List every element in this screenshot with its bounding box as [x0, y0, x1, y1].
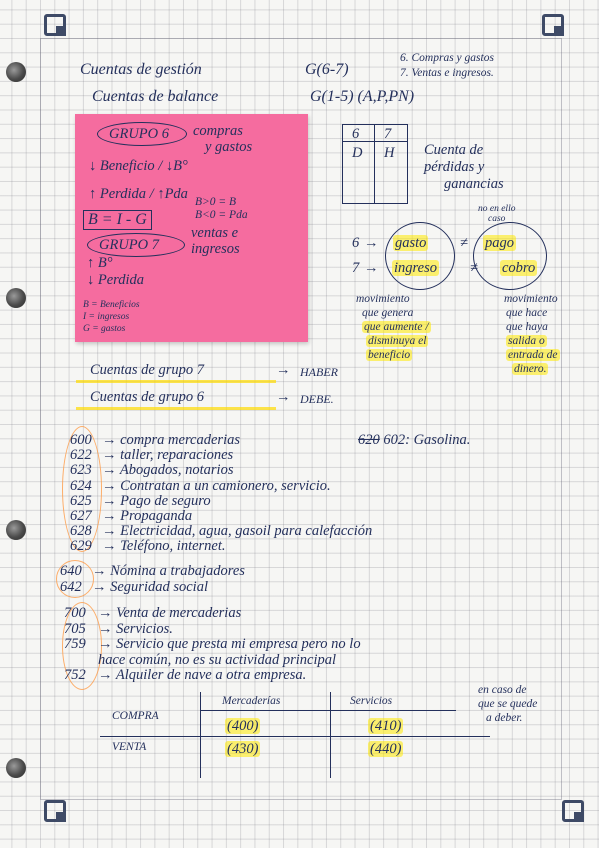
binder-hole — [6, 520, 26, 540]
header-line2-code: G(1-5) (A,P,PN) — [310, 88, 415, 105]
right-note-1: movimiento — [504, 293, 558, 305]
account-code: 640 — [60, 563, 82, 579]
arrow-icon: → — [102, 508, 121, 524]
account-description — [102, 478, 331, 494]
account-code: 705 — [64, 620, 86, 637]
account-description-text: compra mercaderias — [120, 432, 240, 448]
account-description — [102, 462, 233, 478]
left-note-4: disminuya el — [368, 335, 427, 347]
account-description — [92, 563, 245, 579]
row6-number: 6 — [352, 235, 360, 251]
account-description — [98, 621, 173, 637]
account-description — [102, 432, 240, 448]
arrow-icon: → — [102, 432, 121, 448]
grupo7-desc1: ventas e — [191, 225, 239, 241]
b-negative: B<0 = Pda — [195, 209, 248, 221]
account-description — [102, 523, 372, 539]
account-description-text: Abogados, notarios — [119, 462, 234, 479]
account-description-text: taller, reparaciones — [120, 447, 234, 464]
right-note-2: que hace — [506, 307, 548, 319]
right-note-5: entrada de — [508, 349, 558, 361]
account-description — [98, 667, 306, 683]
account-description-text: Servicios. — [116, 620, 173, 637]
table-cell-compra-serv: (410) — [370, 718, 402, 734]
account-description — [102, 447, 233, 463]
grupo7-label: GRUPO 7 — [99, 237, 160, 253]
right-note-4: salida o — [508, 335, 545, 347]
account-code: 622 — [70, 447, 92, 464]
legend-g: G = gastos — [83, 324, 126, 334]
t-account-debit: D — [352, 145, 363, 161]
account-description-text: Propaganda — [120, 508, 193, 524]
arrow-icon: → — [102, 492, 121, 509]
header-line1-code: G(6-7) — [305, 61, 349, 78]
table-row-venta-label: VENTA — [112, 741, 147, 753]
diagram-top-note2: caso — [488, 214, 506, 224]
side-note-struck: 620 — [358, 432, 380, 448]
arrow-icon: → — [98, 620, 117, 637]
corner-mark-icon — [542, 14, 564, 36]
grupo6-label: GRUPO 6 — [109, 126, 170, 142]
account-description — [98, 605, 241, 621]
header-group6-note: 6. Compras y gastos — [400, 52, 494, 64]
cobro-label: cobro — [502, 260, 536, 276]
account-code: 642 — [60, 578, 82, 595]
rule-g6-text: Cuentas de grupo 6 — [90, 389, 204, 405]
arrow-icon: → — [92, 563, 111, 579]
binder-hole — [6, 288, 26, 308]
pink-sticky-note — [75, 114, 308, 342]
left-note-3: que aumente / — [364, 321, 429, 333]
pyg-line3: ganancias — [444, 176, 504, 192]
corner-mark-icon — [44, 800, 66, 822]
account-description — [92, 579, 208, 595]
account-code: 752 — [64, 667, 86, 684]
arrow-icon: → — [276, 362, 291, 378]
arrow-icon: → — [364, 260, 379, 276]
pago-cobro-oval — [473, 222, 547, 290]
account-description — [102, 493, 211, 509]
account-description — [102, 538, 226, 554]
table-cell-venta-serv: (440) — [370, 741, 402, 757]
diagram-top-note: no en ello — [478, 204, 516, 214]
account-description-text: Nómina a trabajadores — [110, 563, 245, 579]
table-note-1: en caso de — [478, 684, 527, 696]
account-description — [98, 652, 336, 668]
left-note-1: movimiento — [356, 293, 410, 305]
corner-mark-icon — [562, 800, 584, 822]
arrow-icon: → — [102, 477, 121, 494]
account-description-text: Alquiler de nave a otra empresa. — [115, 667, 307, 684]
profit-formula-box: B = I - G — [83, 210, 152, 230]
t-account-head-7: 7 — [384, 126, 392, 142]
account-code: 624 — [70, 477, 92, 494]
pago-label: pago — [485, 235, 514, 251]
beneficio-down: ↓ Beneficio / ↓B° — [89, 158, 188, 174]
account-description-text: Contratan a un camionero, servicio. — [120, 477, 331, 494]
account-description-text: Venta de mercaderias — [116, 605, 242, 621]
pyg-line2: pérdidas y — [424, 159, 485, 175]
table-row-compra-label: COMPRA — [112, 710, 159, 722]
ingreso-label: ingreso — [394, 260, 437, 276]
right-note-6: dinero. — [514, 363, 547, 375]
account-code: 759 — [64, 636, 86, 653]
account-description-text: Teléfono, internet. — [120, 538, 226, 555]
arrow-icon: → — [102, 447, 121, 464]
b-up: ↑ B° — [87, 255, 113, 271]
gasto-label: gasto — [395, 235, 427, 251]
arrow-icon: → — [98, 636, 117, 653]
table-cell-venta-merc: (430) — [227, 741, 259, 757]
right-note-3: que haya — [506, 321, 548, 333]
arrow-icon: → — [92, 578, 111, 595]
grupo6-desc1: compras — [193, 123, 243, 139]
arrow-icon: → — [98, 605, 117, 621]
left-note-2: que genera — [362, 307, 414, 319]
binder-hole — [6, 62, 26, 82]
account-description-text: Seguridad social — [110, 578, 208, 595]
perdida-up: ↑ Perdida / ↑Pda — [89, 186, 188, 202]
arrow-icon: → — [364, 235, 379, 251]
perdida-down: ↓ Perdida — [87, 272, 145, 288]
account-code: 600 — [70, 432, 92, 448]
account-description-text: Pago de seguro — [120, 492, 211, 509]
account-description-text: Electricidad, agua, gasoil para calefacción — [120, 523, 373, 540]
side-note — [358, 432, 470, 448]
table-note-2: que se quede — [478, 698, 538, 710]
t-account-head-6: 6 — [352, 126, 360, 142]
side-note-text: 602: Gasolina. — [383, 432, 471, 448]
binder-hole — [6, 758, 26, 778]
not-equal-icon: ≠ — [470, 260, 478, 276]
table-header-servicios: Servicios — [350, 695, 393, 707]
header-group7-note: 7. Ventas e ingresos. — [400, 67, 494, 79]
rule-g7-side: HABER — [300, 365, 338, 379]
arrow-icon: → — [102, 523, 121, 540]
t-account — [342, 124, 408, 204]
account-code: 629 — [70, 538, 92, 555]
left-note-5: beneficio — [368, 349, 411, 361]
table-header-mercaderias: Mercaderías — [222, 695, 281, 707]
row7-number: 7 — [352, 260, 360, 276]
account-code: 700 — [64, 605, 86, 621]
not-equal-icon: ≠ — [460, 235, 468, 251]
rule-g6-side: DEBE. — [300, 392, 334, 406]
legend-i: I = ingresos — [83, 312, 130, 322]
account-description-text: hace común, no es su actividad principal — [98, 651, 336, 668]
arrow-icon: → — [276, 389, 291, 405]
grupo6-desc2: y gastos — [205, 139, 253, 155]
corner-mark-icon — [44, 14, 66, 36]
t-account-credit: H — [384, 145, 395, 161]
account-description-text: Servicio que presta mi empresa pero no lo — [116, 636, 361, 653]
pyg-line1: Cuenta de — [424, 142, 484, 158]
account-code: 623 — [70, 462, 92, 479]
gasto-ingreso-oval — [385, 222, 455, 290]
table-cell-compra-merc: (400) — [227, 718, 259, 734]
account-code: 627 — [70, 508, 92, 524]
table-note-3: a deber. — [486, 712, 523, 724]
header-line1-text: Cuentas de gestión — [80, 61, 202, 78]
header-line2-text: Cuentas de balance — [92, 88, 219, 105]
arrow-icon: → — [102, 462, 120, 479]
account-code: 625 — [70, 492, 92, 509]
account-code: 628 — [70, 523, 92, 540]
legend-b: B = Beneficios — [83, 300, 140, 310]
b-positive: B>0 = B — [195, 196, 237, 208]
highlight-underline — [76, 407, 276, 410]
account-description — [102, 508, 192, 524]
arrow-icon: → — [98, 667, 116, 684]
grupo7-desc2: ingresos — [191, 241, 240, 257]
rule-g7-text: Cuentas de grupo 7 — [90, 362, 204, 378]
account-description — [98, 636, 361, 652]
arrow-icon: → — [102, 538, 121, 555]
highlight-underline — [76, 380, 276, 383]
